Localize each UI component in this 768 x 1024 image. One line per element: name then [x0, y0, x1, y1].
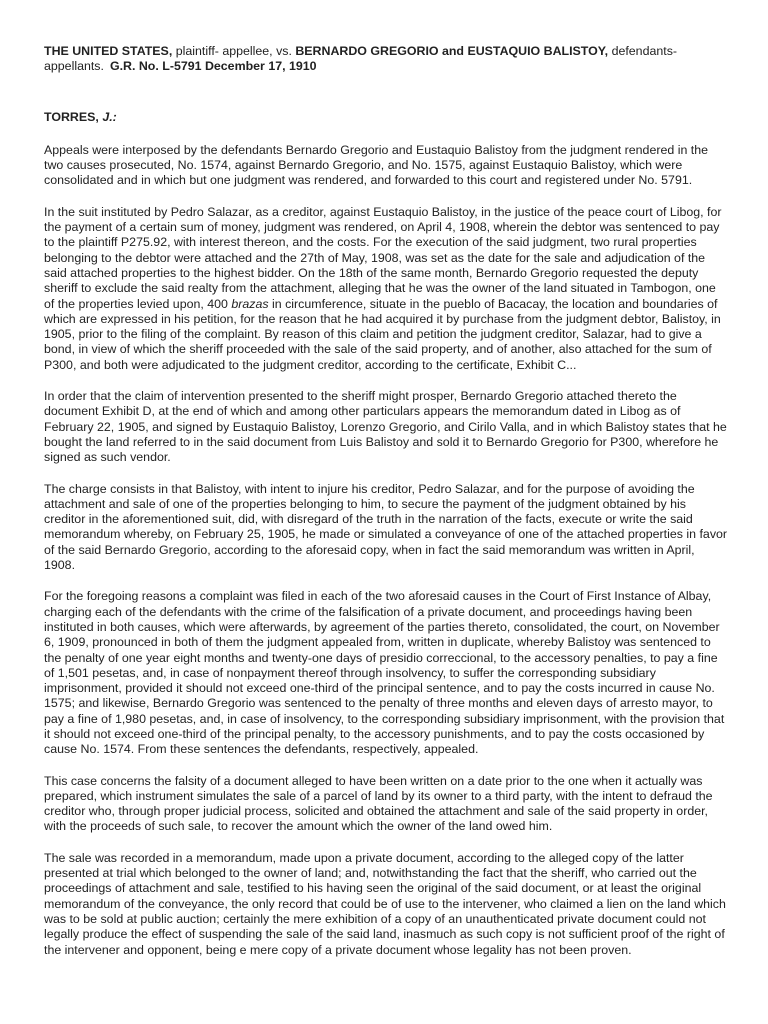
case-number: G.R. No. L-5791 December 17, 1910 — [109, 59, 317, 74]
defendants-role: defendants-appellants. — [44, 44, 678, 74]
ponente — [44, 110, 728, 125]
paragraph-3: In order that the claim of intervention presented to the sheriff might prosper, Bernardo Gregorio attached thereto the document Exhibit D, at the end of which and among other particulars appears the memorandum dated in Libog as of February 22, 1905, and signed by Eustaquio Balistoy, Lorenzo Gregorio, and Cirilo Valla, and in which Balistoy states that he bought the land referred to in the said document from Luis Balistoy and sold it to Bernardo Gregorio for P300, wherefore he signed as such vendor. — [44, 389, 727, 465]
paragraph-2-part-b: in circumference, situate in the pueblo of Bacacay, the location and boundaries of which are expressed in his petition, for the reason that he had acquired it by purchase from the judgment debtor, Balistoy, in 1905, prior to the filing of the complaint. By reason of this claim and petition the judgment creditor, Salazar, had to give a bond, in view of which the sheriff proceeded with the sale of the said property, and of another, also attached for the sum of P300, and both were adjudicated to the judgment creditor, according to the certificate, Exhibit C... — [44, 296, 721, 372]
ponente-initial: J.: — [102, 109, 117, 124]
paragraph-7: The sale was recorded in a memorandum, made upon a private document, according to the alleged copy of the latter presented at trial which belonged to the owner of land; and, notwithstanding the fact that the sheriff, who carried out the proceedings of attachment and sale, testified to his having seen the original of the said document, or at least the original memorandum of the conveyance, the only record that could be of use to the intervener, who claimed a lien on the land which was to be sold at public auction; certainly the mere exhibition of a copy of an unauthenticated private document could not legally produce the effect of suspending the sale of the said land, inasmuch as such copy is not sufficient proof of the right of the intervener and opponent, being e mere copy of a private document whose legality has not been proven. — [44, 850, 726, 957]
paragraph-5: For the foregoing reasons a complaint was filed in each of the two aforesaid causes in the Court of First Instance of Albay, charging each of the defendants with the crime of the falsification of a private document, and proceedings having been instituted in both causes, which were afterwards, by agreement of the parties thereto, consolidated, the court, on November 6, 1909, pronounced in both of them the judgment appealed from, written in duplicate, whereby Balistoy was sentenced to the penalty of one year eight months and twenty-one days of presidio correccional, to the accessory penalties, to pay a fine of 1,501 pesetas, and, in case of nonpayment thereof through insolvency, to suffer the corresponding subsidiary imprisonment, provided it should not exceed one-third of the principal sentence, and to pay the costs incurred in cause No. 1575; and likewise, Bernardo Gregorio was sentenced to the penalty of three months and eleven days of arresto mayor, to pay a fine of 1,980 pesetas, and, in case of insolvency, to the corresponding subsidiary imprisonment, with the provision that it should not exceed one-third of the principal penalty, to the accessory punishments, and to pay the costs occasioned by cause No. 1574. From these sentences the defendants, respectively, appealed. — [44, 589, 725, 757]
paragraph-2 — [44, 205, 728, 373]
paragraph-4: The charge consists in that Balistoy, with intent to injure his creditor, Pedro Salazar, and for the purpose of avoiding the attachment and sale of one of the properties belonging to him, to secure the payment of the judgment obtained by his creditor in the aforementioned suit, did, with disregard of the truth in the narration of the facts, execute or write the said memorandum whereby, on February 25, 1905, he made or simulated a conveyance of one of the attached properties in favor of the said Bernardo Gregorio, according to the aforesaid copy, when in fact the said memorandum was written in April, 1908. — [44, 481, 728, 573]
ponente-name: TORRES, — [44, 109, 99, 124]
paragraph-2-emphasis: brazas — [231, 296, 269, 311]
paragraph-1: Appeals were interposed by the defendants Bernardo Gregorio and Eustaquio Balistoy from the judgment rendered in the two causes prosecuted, No. 1574, against Bernardo Gregorio, and No. 1575, against Eustaquio Balistoy, which were consolidated and in which but one judgment was rendered, and forwarded to this court and registered under No. 5791. — [44, 142, 709, 188]
paragraph-2-part-a: In the suit instituted by Pedro Salazar, as a creditor, against Eustaquio Balistoy, in the justice of the peace court of Libog, for the payment of a certain sum of money, judgment was rendered, on April 4, 1908, wherein the debtor was sentenced to pay to the plaintiff P275.92, with interest thereon, and the costs. For the execution of the said judgment, two rural properties belonging to the debtor were attached and the 27th of May, 1908, was set as the date for the sale and adjudication of the said attached properties to the highest bidder. On the 18th of the same month, Bernardo Gregorio requested the deputy sheriff to exclude the said realty from the attachment, alleging that he was the owner of the land situated in Tambogon, one of the properties levied upon, 400 — [44, 204, 722, 311]
defendants-names: BERNARDO GREGORIO and EUSTAQUIO BALISTOY, — [295, 44, 609, 58]
case-caption — [44, 44, 728, 75]
plaintiff-name: THE UNITED STATES, — [44, 44, 173, 58]
paragraph-6: This case concerns the falsity of a document alleged to have been written on a date prior to the one when it actually was prepared, which instrument simulates the sale of a parcel of land by its owner to a third party, with the intent to defraud the creditor who, through proper judicial process, solicited and obtained the attachment and sale of the said property in order, with the proceeds of such sale, to recover the amount which the owner of the land owed him. — [44, 773, 713, 834]
plaintiff-role: plaintiff- appellee, vs. — [172, 44, 296, 58]
